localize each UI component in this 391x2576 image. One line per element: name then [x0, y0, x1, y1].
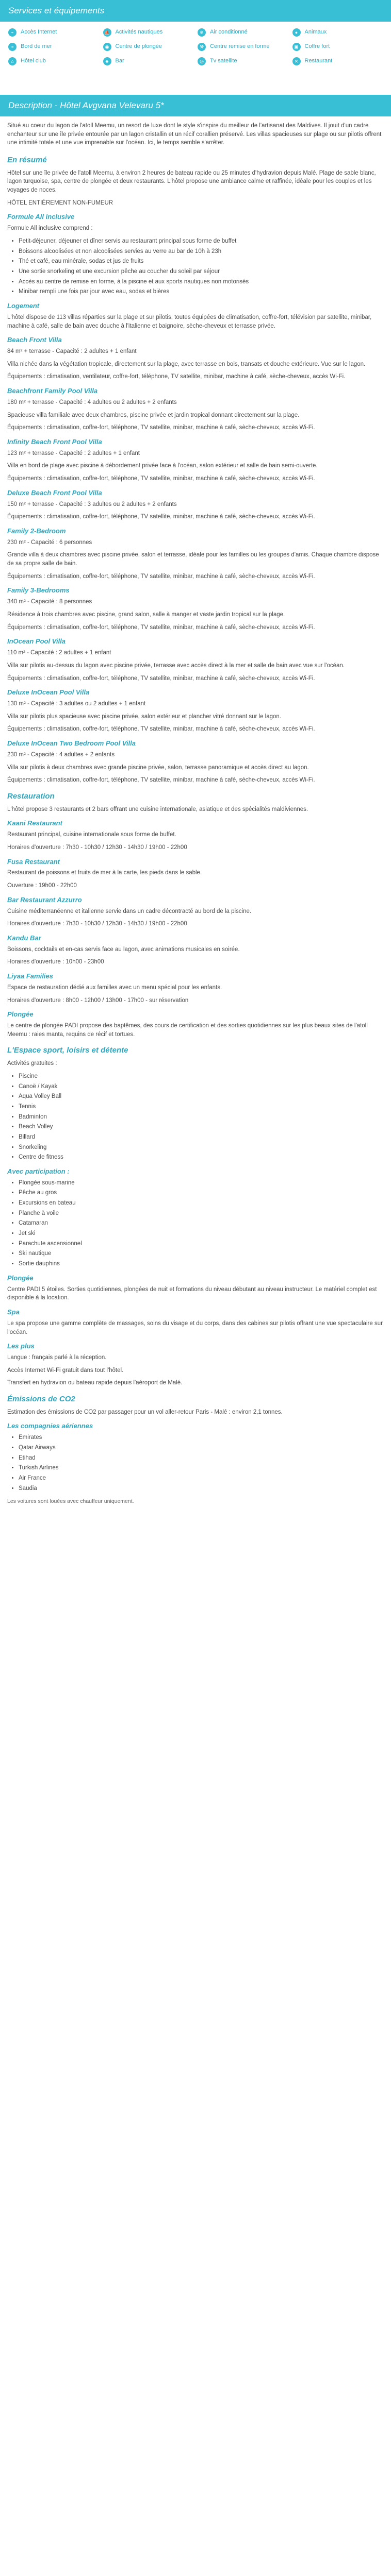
section — [7, 1308, 384, 1336]
bullet-item: • Jet ski — [19, 1229, 384, 1238]
service-label: Bord de mer — [21, 43, 52, 50]
bullet-item: • Plongée sous-marine — [19, 1179, 384, 1188]
cocktail-icon: ♣ — [103, 57, 111, 65]
bullet-item: • Emirates — [19, 1433, 384, 1442]
section-heading: Beachfront Family Pool Villa — [7, 387, 98, 395]
section-heading: Liyaa Families — [7, 972, 53, 980]
service-item — [8, 57, 99, 66]
service-item — [292, 42, 383, 52]
footer-note: Les voitures sont louées avec chauffeur uniquement. — [7, 1498, 134, 1505]
section — [7, 1274, 384, 1302]
section-paragraph: Équipements : climatisation, coffre-fort, téléphone, TV satellite, minibar, machine à café, sèche-cheveux, accès Wi-Fi. — [7, 675, 315, 682]
hotel-icon: ⌂ — [8, 57, 17, 65]
section-paragraph: Hôtel sur une île privée de l'atoll Meemu, à environ 2 heures de bateau rapide ou 25 minutes d'hydravion depuis Malé. Plage de sable blanc, lagon turquoise, spa, centre de plongée et deux restaurants. L'hôtel propose une ambiance calme et raffinée, idéale pour les couples et les voyages de noces. — [7, 170, 376, 194]
section-heading: Les plus — [7, 1342, 35, 1350]
bullet-item: • Ski nautique — [19, 1249, 384, 1258]
description-banner: Description - Hôtel Avgvana Velevaru 5* — [0, 95, 391, 116]
service-item — [103, 42, 194, 52]
section-heading: Kaani Restaurant — [7, 819, 62, 827]
bullet-item: • Canoë / Kayak — [19, 1082, 384, 1091]
service-item — [198, 42, 288, 52]
service-item — [198, 57, 288, 66]
section — [7, 301, 384, 330]
bullet-item: • Etihad — [19, 1454, 384, 1463]
boat-icon: ⛵ — [103, 28, 111, 37]
section — [7, 819, 384, 852]
section-paragraph: Résidence à trois chambres avec piscine, grand salon, salle à manger et vaste jardin tropical sur la plage. — [7, 612, 285, 618]
cutlery-icon: ✕ — [292, 57, 301, 65]
bullet-list — [19, 1072, 384, 1162]
bullet-item: • Une sortie snorkeling et une excursion pêche au coucher du soleil par séjour — [19, 267, 384, 276]
section-heading: Les compagnies aériennes — [7, 1422, 93, 1430]
section-paragraph: Ouverture : 19h00 - 22h00 — [7, 883, 77, 889]
section-heading: Deluxe InOcean Two Bedroom Pool Villa — [7, 739, 136, 748]
section — [7, 934, 384, 967]
service-label: Restaurant — [304, 58, 333, 64]
section-paragraph: Cuisine méditerranéenne et italienne servie dans un cadre décontracté au bord de la piscine. — [7, 908, 252, 914]
bullet-item: • Boissons alcoolisées et non alcoolisées servies au verre au bar de 10h à 23h — [19, 247, 384, 256]
section — [7, 972, 384, 1005]
bullet-item: • Piscine — [19, 1072, 384, 1081]
paw-icon: ● — [292, 28, 301, 37]
section-paragraph: Estimation des émissions de CO2 par passager pour un vol aller-retour Paris - Malé : environ 2,1 tonnes. — [7, 1409, 283, 1415]
section-paragraph: 340 m² - Capacité : 8 personnes — [7, 599, 92, 605]
section-heading: En résumé — [7, 156, 47, 165]
section — [7, 688, 384, 734]
section — [7, 1394, 384, 1416]
section-paragraph: 123 m² + terrasse - Capacité : 2 adultes + 1 enfant — [7, 450, 140, 456]
section-paragraph: Horaires d'ouverture : 8h00 - 12h00 / 13h00 - 17h00 - sur réservation — [7, 997, 189, 1004]
section-paragraph: Accès Internet Wi-Fi gratuit dans tout l'hôtel. — [7, 1367, 124, 1374]
bullet-item: • Minibar rempli une fois par jour avec eau, sodas et bières — [19, 287, 384, 296]
satellite-icon: ◎ — [198, 57, 206, 65]
section-heading: Family 3-Bedrooms — [7, 586, 70, 595]
section-paragraph: Le spa propose une gamme complète de massages, soins du visage et du corps, dans des cabines sur pilotis offrant une vue spectaculaire sur l'océan. — [7, 1320, 383, 1335]
bullet-item: • Sortie dauphins — [19, 1260, 384, 1268]
bullet-item: • Saudia — [19, 1484, 384, 1493]
section — [7, 1342, 384, 1387]
section-heading: Deluxe Beach Front Pool Villa — [7, 488, 102, 497]
snowflake-icon: ❄ — [198, 28, 206, 37]
bullet-item: • Air France — [19, 1474, 384, 1483]
bullet-item: • Billard — [19, 1133, 384, 1142]
bullet-item: • Petit-déjeuner, déjeuner et dîner servis au restaurant principal sous forme de buffet — [19, 237, 384, 246]
dumbbell-icon: ⚒ — [198, 43, 206, 51]
service-item — [292, 28, 383, 37]
section-heading: Family 2-Bedroom — [7, 527, 66, 535]
section — [7, 857, 384, 890]
section-paragraph: Le centre de plongée PADI propose des baptêmes, des cours de certification et des sorties quotidiennes sur les plus beaux sites de l'atoll Meemu : raies manta, requins de récif et tortues. — [7, 1023, 368, 1038]
service-label: Bar — [115, 58, 124, 64]
section — [7, 895, 384, 928]
bullet-item: • Thé et café, eau minérale, sodas et jus de fruits — [19, 257, 384, 266]
bullet-item: • Accès au centre de remise en forme, à la piscine et aux sports nautiques non motorisés — [19, 278, 384, 286]
wifi-icon: ⌁ — [8, 28, 17, 37]
section-paragraph: Équipements : climatisation, coffre-fort, téléphone, TV satellite, minibar, machine à café, sèche-cheveux, accès Wi-Fi. — [7, 777, 315, 784]
section-paragraph: Activités gratuites : — [7, 1060, 57, 1067]
section-heading: Émissions de CO2 — [7, 1395, 75, 1404]
section-paragraph: 230 m² - Capacité : 4 adultes + 2 enfants — [7, 751, 115, 758]
section-heading: Logement — [7, 302, 40, 310]
section-heading: Beach Front Villa — [7, 336, 62, 344]
section-paragraph: Équipements : climatisation, coffre-fort, téléphone, TV satellite, minibar, machine à café, sèche-cheveux, accès Wi-Fi. — [7, 573, 315, 580]
section-paragraph: 110 m² - Capacité : 2 adultes + 1 enfant — [7, 650, 111, 656]
service-label: Centre remise en forme — [210, 43, 270, 50]
section-heading: Plongée — [7, 1274, 34, 1282]
services-banner: Services et équipements — [0, 0, 391, 22]
section-paragraph: Villa sur pilotis plus spacieuse avec piscine privée, salon extérieur et plancher vitré donnant sur le lagon. — [7, 713, 281, 720]
safe-icon: ▣ — [292, 43, 301, 51]
section-paragraph: Espace de restauration dédié aux familles avec un menu spécial pour les enfants. — [7, 984, 222, 991]
section — [7, 155, 384, 207]
section-paragraph: Transfert en hydravion ou bateau rapide depuis l'aéroport de Malé. — [7, 1380, 183, 1386]
section — [7, 1010, 384, 1039]
section — [7, 335, 384, 381]
bullet-item: • Centre de fitness — [19, 1153, 384, 1162]
service-label: Activités nautiques — [115, 29, 163, 36]
service-item — [292, 57, 383, 66]
service-label: Centre de plongée — [115, 43, 162, 50]
section-paragraph: Équipements : climatisation, coffre-fort, téléphone, TV satellite, minibar, machine à café, sèche-cheveux, accès Wi-Fi. — [7, 726, 315, 733]
section-heading: Spa — [7, 1308, 20, 1316]
section-paragraph: Villa sur pilotis au-dessus du lagon avec piscine privée, terrasse avec accès direct à la mer et salle de bain avec vue sur l'océan. — [7, 662, 345, 669]
section — [7, 527, 384, 581]
bullet-item: • Snorkeling — [19, 1143, 384, 1152]
wave-icon: ≈ — [8, 43, 17, 51]
section-paragraph: Équipements : climatisation, coffre-fort, téléphone, TV satellite, minibar, machine à café, sèche-cheveux, accès Wi-Fi. — [7, 425, 315, 431]
section-paragraph: Restaurant principal, cuisine internationale sous forme de buffet. — [7, 832, 176, 838]
section-paragraph: Équipements : climatisation, coffre-fort, téléphone, TV satellite, minibar, machine à café, sèche-cheveux, accès Wi-Fi. — [7, 624, 315, 631]
section-heading: Kandu Bar — [7, 934, 41, 942]
section — [7, 437, 384, 483]
section-paragraph: Équipements : climatisation, coffre-fort, téléphone, TV satellite, minibar, machine à café, sèche-cheveux, accès Wi-Fi. — [7, 476, 315, 482]
section-paragraph: Horaires d'ouverture : 10h00 - 23h00 — [7, 959, 104, 965]
service-item — [103, 57, 194, 66]
section-paragraph: 150 m² + terrasse - Capacité : 3 adultes ou 2 adultes + 2 enfants — [7, 501, 177, 507]
section-paragraph: Horaires d'ouverture : 7h30 - 10h30 / 12h30 - 14h30 / 19h00 - 22h00 — [7, 844, 187, 851]
intro-text: Situé au coeur du lagon de l'atoll Meemu, un resort de luxe dont le style s'inspire du meilleur de l'artisanat des Maldives. Il jouit d'un cadre enchanteur sur une île privée entourée par un lagon cristallin et un récif corallien préservé. Les villas spacieuses sur plage ou sur pilotis offrent une intimité totale et une vue imprenable sur l'océan. Ici, le temps semble s'arrêter. — [7, 123, 382, 146]
section — [7, 791, 384, 814]
section-paragraph: Villa sur pilotis à deux chambres avec grande piscine privée, salon, terrasse panoramique et accès direct au lagon. — [7, 764, 309, 771]
bullet-list — [19, 1179, 384, 1268]
section — [7, 739, 384, 785]
section-paragraph: Boissons, cocktails et en-cas servis face au lagon, avec animations musicales en soirée. — [7, 946, 240, 953]
bullet-item: • Excursions en bateau — [19, 1199, 384, 1208]
section-paragraph: Langue : français parlé à la réception. — [7, 1354, 107, 1361]
section-heading: Formule All inclusive — [7, 213, 75, 221]
section-paragraph: L'hôtel dispose de 113 villas réparties sur la plage et sur pilotis, toutes équipées de climatisation, coffre-fort, télévision par satellite, minibar, machine à café, salle de bain avec douche à l'italienne et baignoire, sèche-cheveux et terrasse privée. — [7, 314, 372, 329]
bullet-item: • Parachute ascensionnel — [19, 1240, 384, 1248]
section-paragraph: Équipements : climatisation, coffre-fort, téléphone, TV satellite, minibar, machine à café, sèche-cheveux, accès Wi-Fi. — [7, 514, 315, 520]
service-item — [103, 28, 194, 37]
section-paragraph: Centre PADI 5 étoiles. Sorties quotidiennes, plongées de nuit et formations du niveau débutant au niveau instructeur. Le matériel complet est disponible à la location. — [7, 1286, 377, 1301]
section-paragraph: Formule All inclusive comprend : — [7, 225, 93, 232]
section-heading: Restauration — [7, 791, 55, 801]
service-label: Air conditionné — [210, 29, 248, 36]
section-paragraph: Horaires d'ouverture : 7h30 - 10h30 / 12h30 - 14h30 / 19h00 - 22h00 — [7, 921, 187, 927]
bullet-list — [19, 1433, 384, 1493]
section-paragraph: Grande villa à deux chambres avec piscine privée, salon et terrasse, idéale pour les familles ou les groupes d'amis. Chaque chambre dispose de sa propre salle de bain. — [7, 552, 379, 567]
section-heading: InOcean Pool Villa — [7, 637, 66, 646]
section — [7, 488, 384, 521]
services-section — [0, 22, 391, 95]
section — [7, 386, 384, 432]
bullet-item: • Tennis — [19, 1103, 384, 1111]
section-paragraph: Équipements : climatisation, ventilateur, coffre-fort, téléphone, TV satellite, minibar, machine à café, sèche-cheveux, accès Wi-Fi. — [7, 374, 346, 380]
bullet-list — [19, 237, 384, 296]
service-item — [8, 42, 99, 52]
diver-icon: ◉ — [103, 43, 111, 51]
section-paragraph: 84 m² + terrasse - Capacité : 2 adultes + 1 enfant — [7, 348, 137, 355]
services-grid — [8, 28, 383, 66]
section-paragraph: HÔTEL ENTIÈREMENT NON-FUMEUR — [7, 199, 113, 206]
section-paragraph: Restaurant de poissons et fruits de mer à la carte, les pieds dans le sable. — [7, 870, 202, 876]
section-heading: Avec participation : — [7, 1167, 70, 1175]
bullet-item: • Turkish Airlines — [19, 1464, 384, 1472]
section-heading: Infinity Beach Front Pool Villa — [7, 437, 102, 446]
service-label: Tv satellite — [210, 58, 237, 64]
bullet-item: • Aqua Volley Ball — [19, 1092, 384, 1101]
section-heading: Bar Restaurant Azzurro — [7, 895, 82, 904]
description-content — [0, 116, 391, 1515]
service-label: Animaux — [304, 29, 327, 36]
section-paragraph: 180 m² + terrasse - Capacité : 4 adultes ou 2 adultes + 2 enfants — [7, 399, 177, 405]
service-label: Accès Internet — [21, 29, 57, 36]
section — [7, 586, 384, 632]
section — [7, 1167, 384, 1268]
section-paragraph: Spacieuse villa familiale avec deux chambres, piscine privée et jardin tropical donnant directement sur la plage. — [7, 412, 300, 418]
section — [7, 637, 384, 683]
service-item — [8, 28, 99, 37]
bullet-item: • Qatar Airways — [19, 1444, 384, 1452]
section-heading: Fusa Restaurant — [7, 857, 60, 866]
section — [7, 1045, 384, 1161]
section — [7, 1421, 384, 1493]
service-label: Hôtel club — [21, 58, 46, 64]
bullet-item: • Planche à voile — [19, 1209, 384, 1218]
section-paragraph: 230 m² - Capacité : 6 personnes — [7, 539, 92, 546]
bullet-item: • Beach Volley — [19, 1123, 384, 1131]
service-label: Coffre fort — [304, 43, 330, 50]
section — [7, 212, 384, 296]
section-paragraph: Villa en bord de plage avec piscine à débordement privée face à l'océan, salon extérieur et salle de bain semi-ouverte. — [7, 463, 318, 469]
bullet-item: • Badminton — [19, 1113, 384, 1122]
section-paragraph: L'hôtel propose 3 restaurants et 2 bars offrant une cuisine internationale, asiatique et des spécialités maldiviennes. — [7, 806, 308, 812]
service-item — [198, 28, 288, 37]
section-paragraph: Villa nichée dans la végétation tropicale, directement sur la plage, avec terrasse en bois, transats et douche extérieure. Vue sur le lagon. — [7, 361, 366, 367]
bullet-item: • Catamaran — [19, 1219, 384, 1228]
section-heading: Plongée — [7, 1010, 34, 1019]
section-heading: L'Espace sport, loisirs et détente — [7, 1046, 128, 1055]
section-heading: Deluxe InOcean Pool Villa — [7, 688, 90, 697]
bullet-item: • Pêche au gros — [19, 1189, 384, 1197]
sections — [7, 155, 384, 1493]
section-paragraph: 130 m² - Capacité : 3 adultes ou 2 adultes + 1 enfant — [7, 701, 146, 707]
